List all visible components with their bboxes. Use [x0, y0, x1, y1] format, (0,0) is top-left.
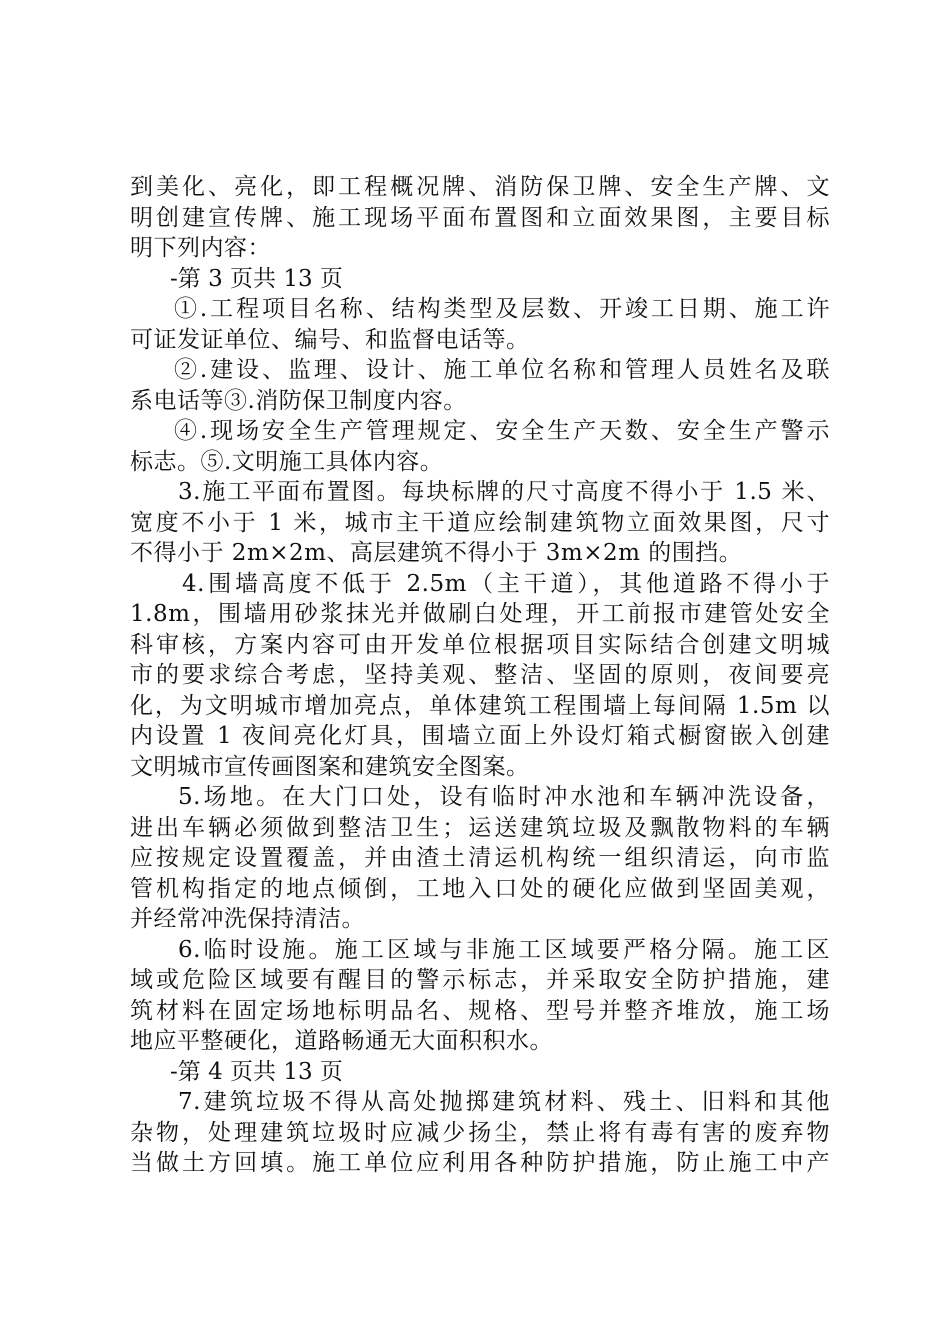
- text-line: 当做土方回填。施工单位应利用各种防护措施，防止施工中产: [130, 1150, 830, 1176]
- text-line: 7.建筑垃圾不得从高处抛掷建筑材料、残土、旧料和其他: [178, 1089, 830, 1115]
- intro-paragraph: [130, 172, 830, 264]
- text-line: 标志。⑤.文明施工具体内容。: [130, 448, 444, 475]
- page-marker: -第 3 页共 13 页: [170, 265, 343, 292]
- text-line: 不得小于 2m×2m、高层建筑不得小于 3m×2m 的围挡。: [130, 540, 743, 566]
- text-line: 科审核，方案内容可由开发单位根据项目实际结合创建文明城: [130, 631, 830, 658]
- list-item-1: [130, 294, 830, 355]
- text-line: 4.围墙高度不低于 2.5m（主干道），其他道路不得小于: [182, 570, 830, 597]
- text-line: 应按规定设置覆盖，并由渣土清运机构统一组织清运，向市监: [130, 845, 830, 871]
- paragraph-5: [130, 782, 830, 935]
- text-line: 明下列内容：: [130, 235, 271, 261]
- text-line: 并经常冲洗保持清洁。: [130, 906, 365, 932]
- paragraph-7: [130, 1087, 830, 1179]
- text-line: 杂物，处理建筑垃圾时应减少扬尘，禁止将有毒有害的废弃物: [130, 1119, 830, 1146]
- list-item-2: [130, 355, 830, 416]
- text-line: 筑材料在固定场地标明品名、规格、型号并整齐堆放，施工场: [130, 997, 830, 1024]
- text-line: 到美化、亮化，即工程概况牌、消防保卫牌、安全生产牌、文: [130, 174, 830, 200]
- text-line: 域或危险区域要有醒目的警示标志，并采取安全防护措施，建: [130, 967, 830, 993]
- text-line: 系电话等③.消防保卫制度内容。: [130, 387, 467, 414]
- text-line: ④.现场安全生产管理规定、安全生产天数、安全生产警示: [174, 418, 830, 444]
- paragraph-4: [130, 569, 830, 783]
- text-line: 可证发证单位、编号、和监督电话等。: [130, 326, 530, 353]
- text-line: 市的要求综合考虑，坚持美观、整洁、坚固的原则，夜间要亮: [130, 662, 830, 688]
- text-line: 内设置 1 夜间亮化灯具，围墙立面上外设灯箱式橱窗嵌入创建: [130, 723, 830, 749]
- page-marker: -第 4 页共 13 页: [170, 1058, 343, 1085]
- text-line: ②.建设、监理、设计、施工单位名称和管理人员姓名及联: [174, 357, 830, 383]
- text-line: 地应平整硬化，道路畅通无大面积积水。: [130, 1028, 553, 1054]
- text-line: 6.临时设施。施工区域与非施工区域要严格分隔。施工区: [178, 936, 830, 963]
- list-item-4: [130, 416, 830, 477]
- text-line: 化，为文明城市增加亮点，单体建筑工程围墙上每间隔 1.5m 以: [130, 692, 830, 719]
- text-line: 文明城市宣传画图案和建筑安全图案。: [130, 753, 530, 780]
- document-body: [130, 172, 830, 1179]
- text-line: 1.8m，围墙用砂浆抹光并做刷白处理，开工前报市建管处安全: [130, 601, 830, 627]
- text-line: 管机构指定的地点倾倒，工地入口处的硬化应做到坚固美观，: [130, 875, 830, 902]
- paragraph-6: [130, 935, 830, 1057]
- paragraph-3: [130, 477, 830, 569]
- text-line: 进出车辆必须做到整洁卫生；运送建筑垃圾及飘散物料的车辆: [130, 814, 830, 841]
- text-line: 3.施工平面布置图。每块标牌的尺寸高度不得小于 1.5 米、: [178, 479, 830, 505]
- text-line: 5.场地。在大门口处，设有临时冲水池和车辆冲洗设备，: [178, 784, 830, 810]
- text-line: ①.工程项目名称、结构类型及层数、开竣工日期、施工许: [174, 296, 830, 322]
- text-line: 宽度不小于 1 米，城市主干道应绘制建筑物立面效果图，尺寸: [130, 509, 830, 536]
- text-line: 明创建宣传牌、施工现场平面布置图和立面效果图，主要目标: [130, 204, 830, 231]
